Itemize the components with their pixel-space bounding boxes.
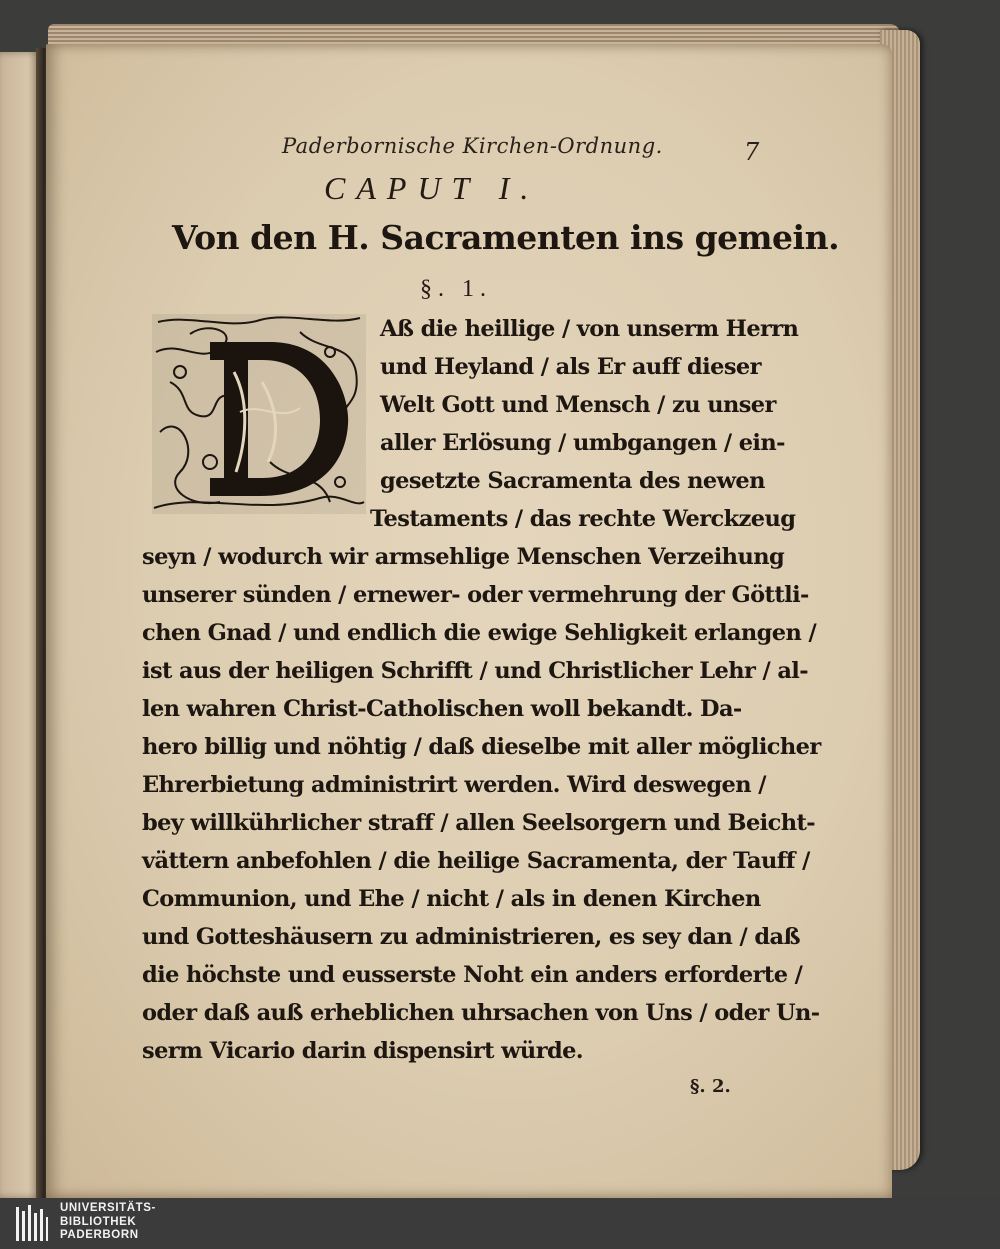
text-line: seyn / wodurch wir armsehlige Menschen Verzeihung xyxy=(142,544,785,570)
running-title: Paderbornische Kirchen-Ordnung. xyxy=(282,134,663,158)
institution-line: PADERBORN xyxy=(60,1229,139,1241)
text-line: vättern anbefohlen / die heilige Sacramenta, der Tauff / xyxy=(142,848,810,874)
text-line: und Gotteshäusern zu administrieren, es sey dan / daß xyxy=(142,924,800,950)
text-line: Welt Gott und Mensch / zu unser xyxy=(380,392,776,418)
page-number: 7 xyxy=(744,138,760,166)
university-library-logo-icon xyxy=(14,1203,50,1243)
chapter-number: CAPUT I. xyxy=(324,170,540,206)
text-line: hero billig und nöhtig / daß dieselbe mit aller möglicher xyxy=(142,734,821,760)
text-line: unserer sünden / ernewer- oder vermehrung der Göttli- xyxy=(142,582,809,608)
text-line: Communion, und Ehe / nicht / als in denen Kirchen xyxy=(142,886,761,912)
chapter-title: Von den H. Sacramenten ins gemein. xyxy=(172,218,840,257)
footer-bar xyxy=(0,1198,1000,1249)
text-line: len wahren Christ-Catholischen woll bekandt. Da- xyxy=(142,696,742,722)
text-line: Aß die heillige / von unserm Herrn xyxy=(380,316,799,342)
text-line: Testaments / das rechte Werckzeug xyxy=(370,506,796,532)
catchword: §. 2. xyxy=(690,1076,731,1097)
institution-line: BIBLIOTHEK xyxy=(60,1215,137,1228)
text-line: oder daß auß erheblichen uhrsachen von Uns / oder Un- xyxy=(142,1000,820,1026)
section-mark: §. 1. xyxy=(420,276,492,302)
text-line: bey willkührlicher straff / allen Seelsorgern und Beicht- xyxy=(142,810,816,836)
decorated-initial-icon xyxy=(150,312,368,516)
text-line: und Heyland / als Er auff dieser xyxy=(380,354,761,380)
text-line: die höchste und eusserste Noht ein anders erforderte / xyxy=(142,962,803,988)
text-line: serm Vicario darin dispensirt würde. xyxy=(142,1038,584,1064)
text-line: gesetzte Sacramenta des newen xyxy=(380,468,765,494)
text-line: ist aus der heiligen Schrifft / und Christlicher Lehr / al- xyxy=(142,658,808,684)
institution-name xyxy=(60,1202,156,1243)
text-line: Ehrerbietung administrirt werden. Wird deswegen / xyxy=(142,772,766,798)
text-line: aller Erlösung / umbgangen / ein- xyxy=(380,430,785,456)
text-line: chen Gnad / und endlich die ewige Sehligkeit erlangen / xyxy=(142,620,817,646)
facing-page-edge xyxy=(0,52,40,1198)
institution-line: UNIVERSITÄTS- xyxy=(60,1202,156,1214)
